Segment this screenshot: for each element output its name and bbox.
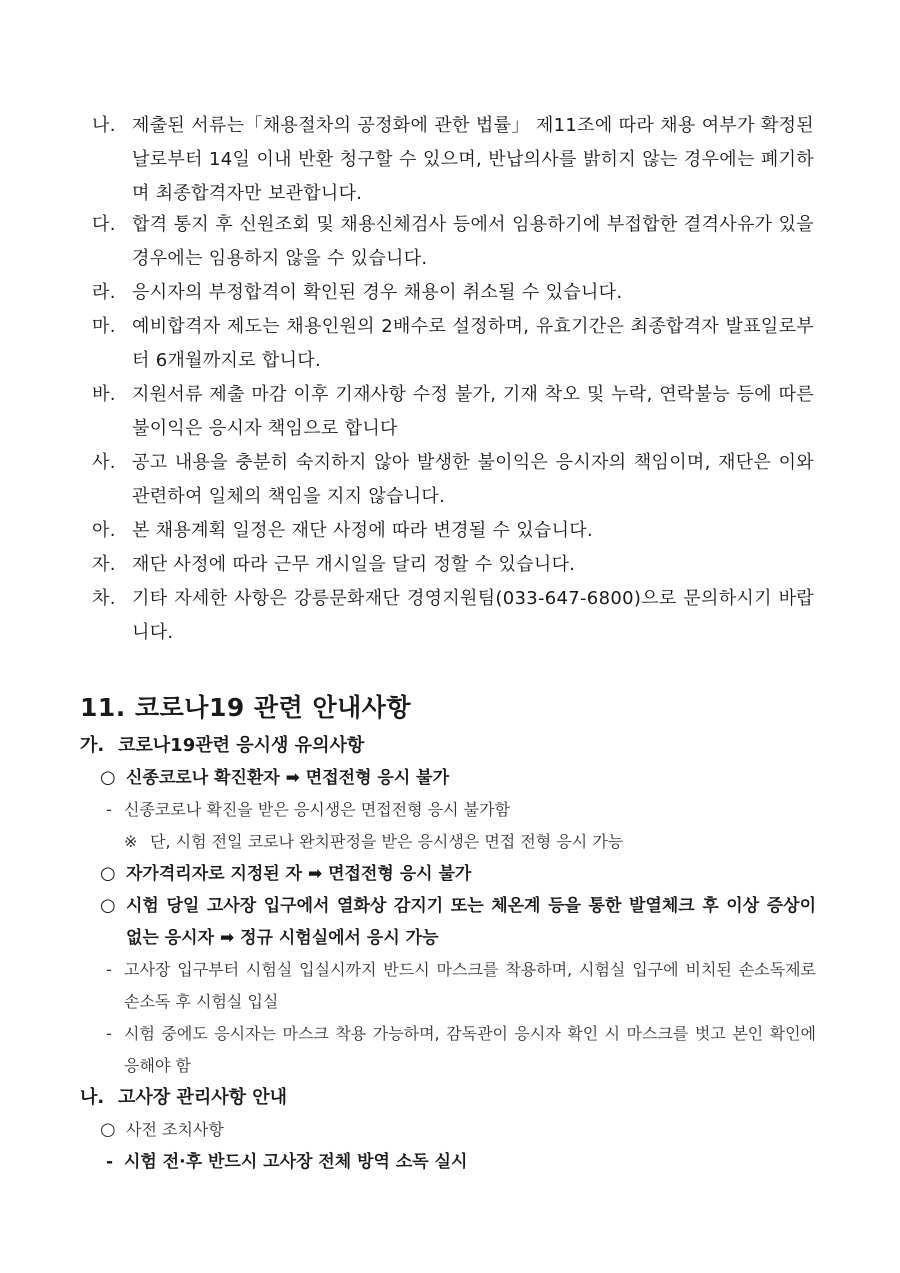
dash-marker: - [106, 800, 112, 819]
dash-marker: - [106, 1152, 114, 1172]
dash-marker: - [106, 1024, 112, 1043]
dash-confirmed-detail [106, 794, 816, 826]
item-text: 응시자의 부정합격이 확인된 경우 채용이 취소될 수 있습니다. [132, 282, 623, 303]
dash-mask-exam [106, 1018, 816, 1082]
bullet-pre-measures [100, 1114, 816, 1146]
item-label: 나. [92, 115, 116, 136]
bullet-confirmed-patient [100, 762, 816, 794]
item-label: 바. [92, 384, 116, 405]
item-text: 지원서류 제출 마감 이후 기재사항 수정 불가, 기재 착오 및 누락, 연락불능 등에 따른 불이익은 응시자 책임으로 합니다 [132, 384, 814, 439]
note-recovered [124, 826, 816, 858]
dash-text: 시험 전·후 반드시 고사장 전체 방역 소독 실시 [124, 1152, 468, 1172]
notice-item-na [92, 109, 814, 211]
subsection-a [80, 730, 364, 762]
bullet-text: 시험 당일 고사장 입구에서 열화상 감지기 또는 체온계 등을 통한 발열체크 후 이상 증상이 없는 응시자 ➡ 정규 시험실에서 응시 가능 [126, 896, 816, 948]
item-label: 라. [92, 282, 116, 303]
dash-text: 시험 중에도 응시자는 마스크 착용 가능하며, 감독관이 응시자 확인 시 마스크를 벗고 본인 확인에 응해야 함 [124, 1024, 816, 1075]
item-label: 차. [92, 588, 116, 609]
item-text: 기타 자세한 사항은 강릉문화재단 경영지원팀(033-647-6800)으로 문의하시기 바랍니다. [132, 588, 814, 643]
notice-item-ma [92, 310, 814, 378]
subsection-text: 코로나19관련 응시생 유의사항 [118, 735, 365, 756]
notice-item-ra [92, 276, 814, 310]
circle-bullet-icon: ○ [100, 895, 116, 916]
subsection-label: 나. [80, 1087, 105, 1108]
item-text: 예비합격자 제도는 채용인원의 2배수로 설정하며, 유효기간은 최종합격자 발표일로부터 6개월까지로 합니다. [132, 316, 814, 371]
circle-bullet-icon: ○ [100, 863, 116, 884]
item-label: 아. [92, 520, 116, 541]
notice-item-sa [92, 446, 814, 514]
item-label: 마. [92, 316, 116, 337]
notice-item-cha [92, 582, 814, 650]
section-heading: 11. 코로나19 관련 안내사항 [80, 693, 412, 722]
circle-bullet-icon: ○ [100, 1119, 116, 1140]
notice-item-ba [92, 378, 814, 446]
bullet-text: 신종코로나 확진환자 ➡ 면접전형 응시 불가 [126, 768, 450, 788]
item-text: 제출된 서류는「채용절차의 공정화에 관한 법률」 제11조에 따라 채용 여부가 확정된 날로부터 14일 이내 반환 청구할 수 있으며, 반납의사를 밝히지 않는 경우에는 폐기하며 최종합격자만 보관합니다. [132, 115, 814, 204]
subsection-text: 고사장 관리사항 안내 [118, 1087, 288, 1108]
item-text: 본 채용계획 일정은 재단 사정에 따라 변경될 수 있습니다. [132, 520, 594, 541]
reference-mark-icon: ※ [124, 832, 138, 851]
item-text: 재단 사정에 따라 근무 개시일을 달리 정할 수 있습니다. [132, 554, 576, 575]
bullet-text: 자가격리자로 지정된 자 ➡ 면접전형 응시 불가 [126, 864, 472, 884]
notice-item-a [92, 514, 814, 548]
bullet-self-quarantine [100, 858, 816, 890]
dash-marker: - [106, 960, 112, 979]
notice-item-ja [92, 548, 814, 582]
dash-text: 고사장 입구부터 시험실 입실시까지 반드시 마스크를 착용하며, 시험실 입구에 비치된 손소독제로 손소독 후 시험실 입실 [124, 960, 816, 1011]
dash-disinfection [106, 1146, 816, 1178]
note-text: 단, 시험 전일 코로나 완치판정을 받은 응시생은 면접 전형 응시 가능 [150, 832, 624, 851]
dash-mask-entrance [106, 954, 816, 1018]
bullet-fever-check [100, 890, 816, 954]
item-text: 공고 내용을 충분히 숙지하지 않아 발생한 불이익은 응시자의 책임이며, 재단은 이와 관련하여 일체의 책임을 지지 않습니다. [132, 452, 814, 507]
bullet-text: 사전 조치사항 [126, 1120, 224, 1139]
notice-item-da [92, 208, 814, 276]
item-label: 다. [92, 214, 116, 235]
dash-text: 신종코로나 확진을 받은 응시생은 면접전형 응시 불가함 [124, 800, 511, 819]
item-label: 사. [92, 452, 116, 473]
subsection-b [80, 1082, 287, 1114]
subsection-label: 가. [80, 735, 105, 756]
circle-bullet-icon: ○ [100, 767, 116, 788]
item-text: 합격 통지 후 신원조회 및 채용신체검사 등에서 임용하기에 부접합한 결격사유가 있을 경우에는 임용하지 않을 수 있습니다. [132, 214, 814, 269]
item-label: 자. [92, 554, 116, 575]
